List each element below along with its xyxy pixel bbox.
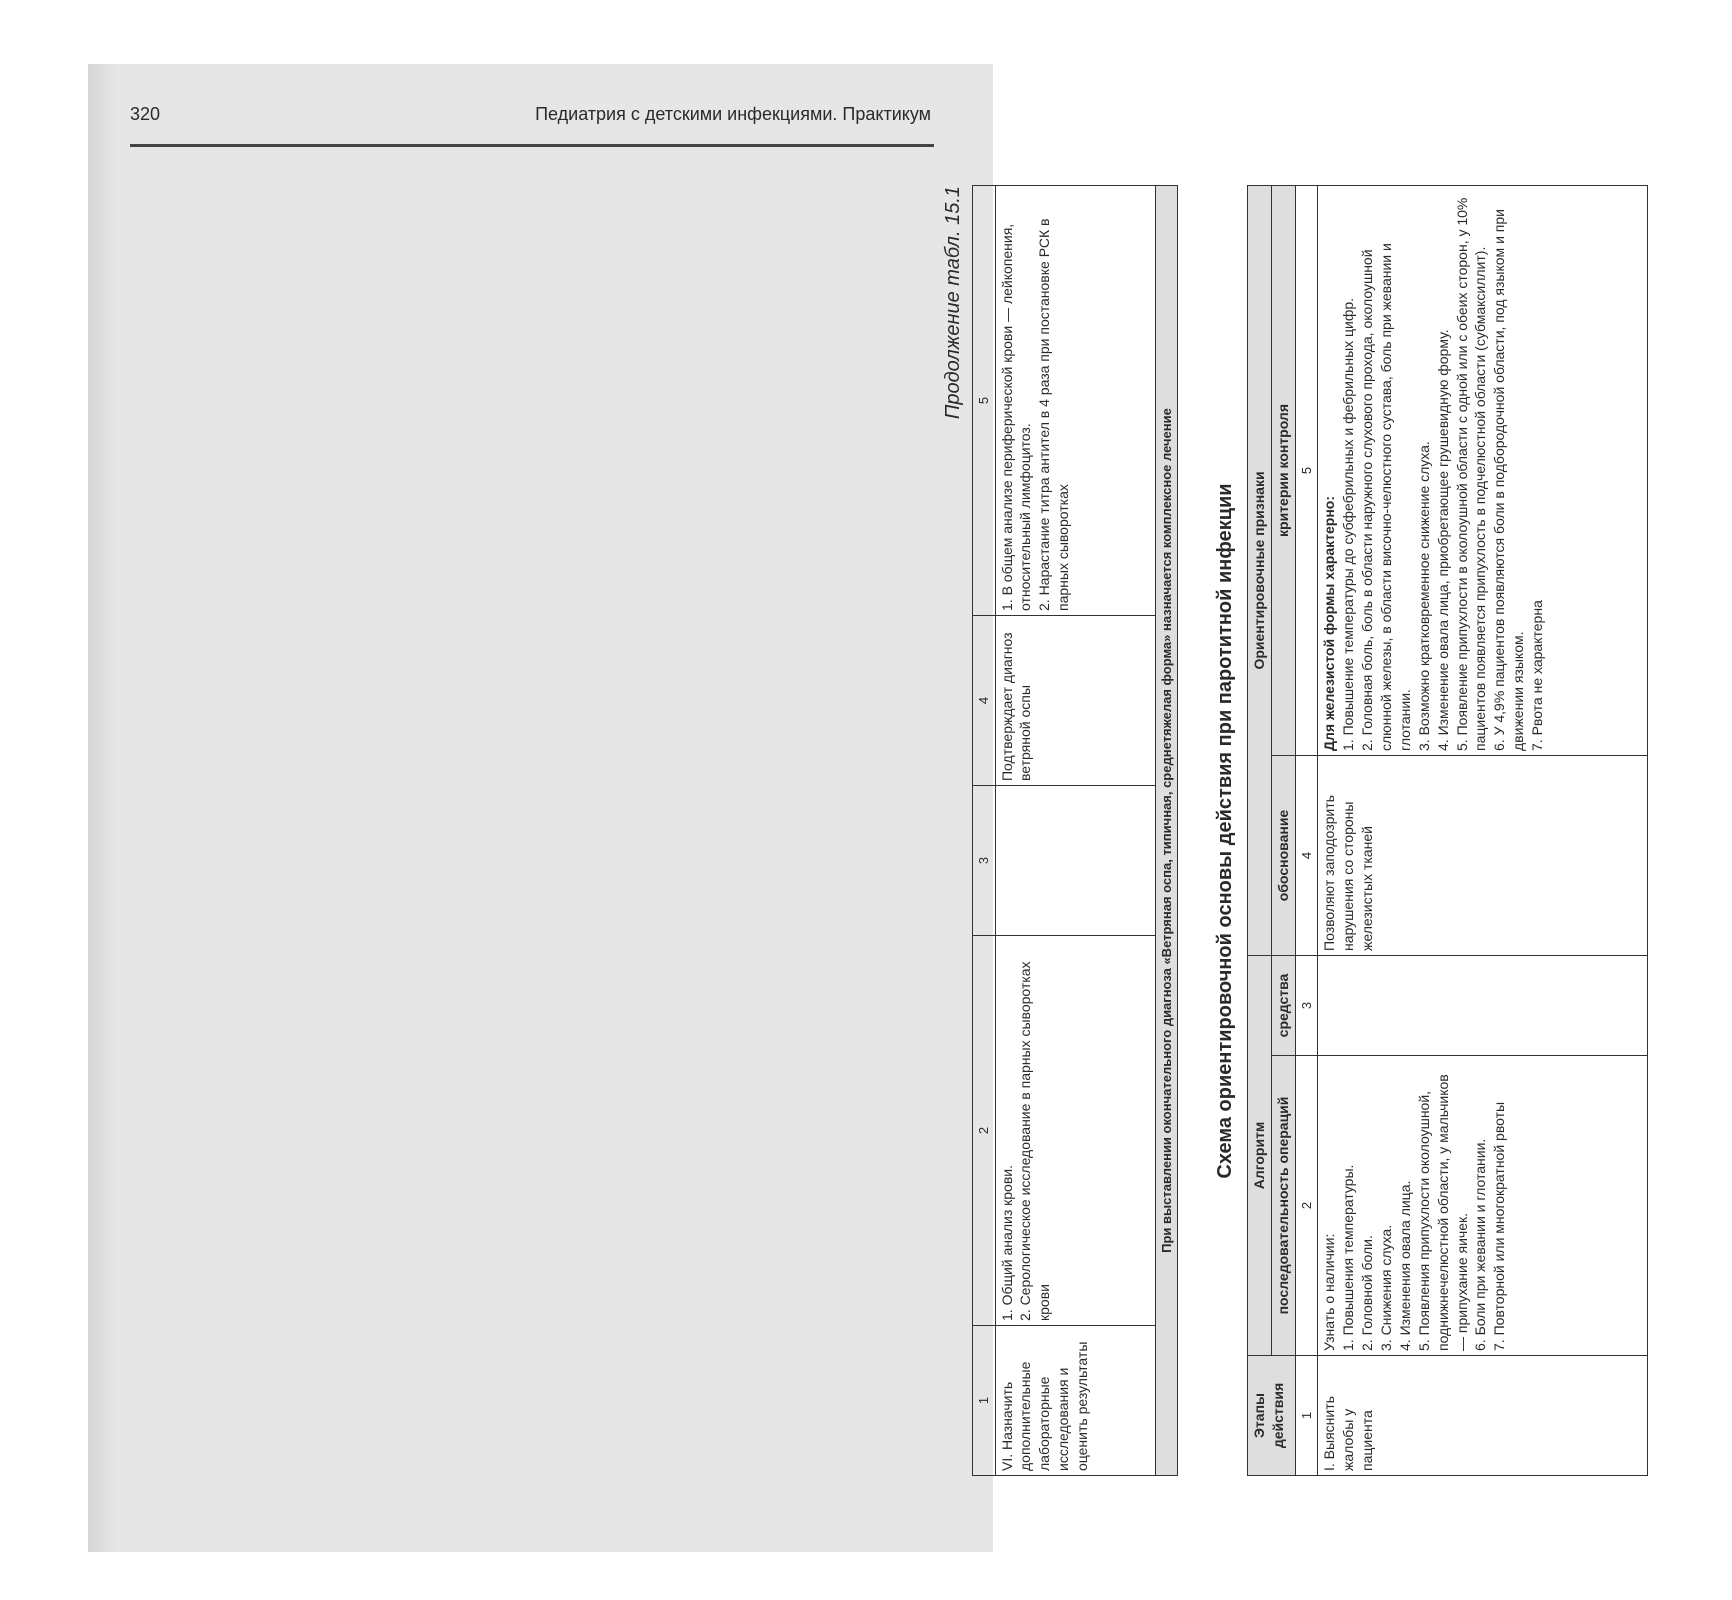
scheme-title: Схема ориентировочной основы действия при паротитной инфекции xyxy=(1214,483,1236,1179)
col-number: 2 xyxy=(973,936,996,1326)
operation-item: 2. Серологическое исследование в парных сыворотках крови xyxy=(1017,961,1053,1321)
column-number-row xyxy=(973,186,996,1476)
mumps-action-scheme-table xyxy=(1247,185,1648,1476)
col-number: 1 xyxy=(1295,1356,1318,1476)
criteria-cell xyxy=(995,186,1155,616)
header-row xyxy=(1248,185,1272,1475)
rotated-page-content xyxy=(942,186,1732,1476)
header-stages: Этапы действия xyxy=(1248,1356,1296,1476)
criteria-item: 4. Изменение овала лица, приобретающее грушевидную форму. xyxy=(1434,329,1451,751)
operation-item: 2. Головной боли. xyxy=(1359,1235,1376,1351)
operation-item: 3. Снижения слуха. xyxy=(1378,1224,1394,1351)
header-algorithm: Алгоритм xyxy=(1248,955,1272,1355)
header-sequence: последовательность операций xyxy=(1271,1056,1295,1356)
operation-item: 7. Повторной или многократной рвоты xyxy=(1491,1101,1508,1351)
col-number: 5 xyxy=(1295,185,1318,755)
table-continuation-title: Продолжение табл. 15.1 xyxy=(942,186,964,420)
page-background xyxy=(88,64,993,1552)
criteria-item: 5. Появление припухлости в околоушной области с одной или с обеих сторон, у 10% пациентов появляется припухлость в подчелюстной области (субмаксиллит). xyxy=(1453,197,1489,751)
final-diagnosis-note: При выставлении окончательного диагноза «Ветряная оспа, типичная, среднетяжелая форма» назначается комплексное лечение xyxy=(1155,186,1178,1476)
criteria-item: 7. Рвота не характерна xyxy=(1529,600,1546,751)
table-15-1-continued xyxy=(972,185,1178,1476)
column-number-row xyxy=(1295,185,1318,1475)
operations-cell xyxy=(1318,1056,1648,1356)
page-spine-shadow xyxy=(88,64,118,1552)
final-note-row xyxy=(1155,186,1178,1476)
header-signs: Ориентировочные признаки xyxy=(1248,185,1272,955)
col-number: 4 xyxy=(973,616,996,786)
criteria-item: 1. В общем анализе периферической крови — лейкопения, относительный лимфоцитоз. xyxy=(998,223,1034,611)
col-number: 5 xyxy=(973,186,996,616)
rationale-cell: Позволяют заподозрить нарушения со стороны железистых тканей xyxy=(1318,755,1648,955)
operation-item: 6. Боли при жевании и глотании. xyxy=(1472,1138,1489,1351)
rationale-cell: Подтверждает диагноз ветряной оспы xyxy=(995,616,1155,786)
criteria-cell xyxy=(1318,185,1648,755)
table-row xyxy=(995,186,1155,1476)
means-cell xyxy=(995,786,1155,936)
criteria-item: 6. У 4,9% пациентов появляются боли в подбородочной области, под языком и при движении языком. xyxy=(1491,209,1527,751)
running-header-title: Педиатрия с детскими инфекциями. Практикум xyxy=(535,104,931,124)
col-number: 4 xyxy=(1295,755,1318,955)
header-rule xyxy=(130,144,934,147)
stage-cell: I. Выяснить жалобы у пациента xyxy=(1318,1356,1648,1476)
operation-item: 4. Изменения овала лица. xyxy=(1396,1180,1413,1351)
criteria-heading: Для железистой формы характерно: xyxy=(1321,495,1338,751)
criteria-item: 1. Повышение температуры до субфебрильных и фебрильных цифр. xyxy=(1340,297,1357,751)
table-row xyxy=(1318,185,1648,1475)
operation-item: Узнать о наличии: xyxy=(1321,1233,1338,1351)
operation-item: 1. Общий анализ крови. xyxy=(998,1165,1015,1321)
subheader-row xyxy=(1271,185,1295,1475)
header-criteria: критерии контроля xyxy=(1271,185,1295,755)
criteria-item: 3. Возможно кратковременное снижение слуха. xyxy=(1415,441,1432,751)
header-means: средства xyxy=(1271,955,1295,1055)
col-number: 2 xyxy=(1295,1056,1318,1356)
col-number: 3 xyxy=(973,786,996,936)
operation-item: 1. Повышения температуры. xyxy=(1340,1164,1357,1351)
col-number: 3 xyxy=(1295,955,1318,1055)
col-number: 1 xyxy=(973,1326,996,1476)
stage-cell: VI. Назначить дополнительные лабораторные исследования и оценить результаты xyxy=(995,1326,1155,1476)
means-cell xyxy=(1318,955,1648,1055)
operation-item: 5. Появления припухлости околоушной, поднижнечелюстной области, у мальчиков — припухание яичек. xyxy=(1415,1074,1470,1351)
criteria-item: 2. Головная боль, боль в области наружного слухового прохода, околоушной слюнной железы, в области височно-челюстного сустава, боль при жевании и глотании. xyxy=(1359,243,1413,751)
operations-cell xyxy=(995,936,1155,1326)
header-rationale: обоснование xyxy=(1271,755,1295,955)
criteria-item: 2. Нарастание титра антител в 4 раза при постановке РСК в парных сыворотках xyxy=(1036,218,1072,611)
page-number: 320 xyxy=(130,104,161,124)
